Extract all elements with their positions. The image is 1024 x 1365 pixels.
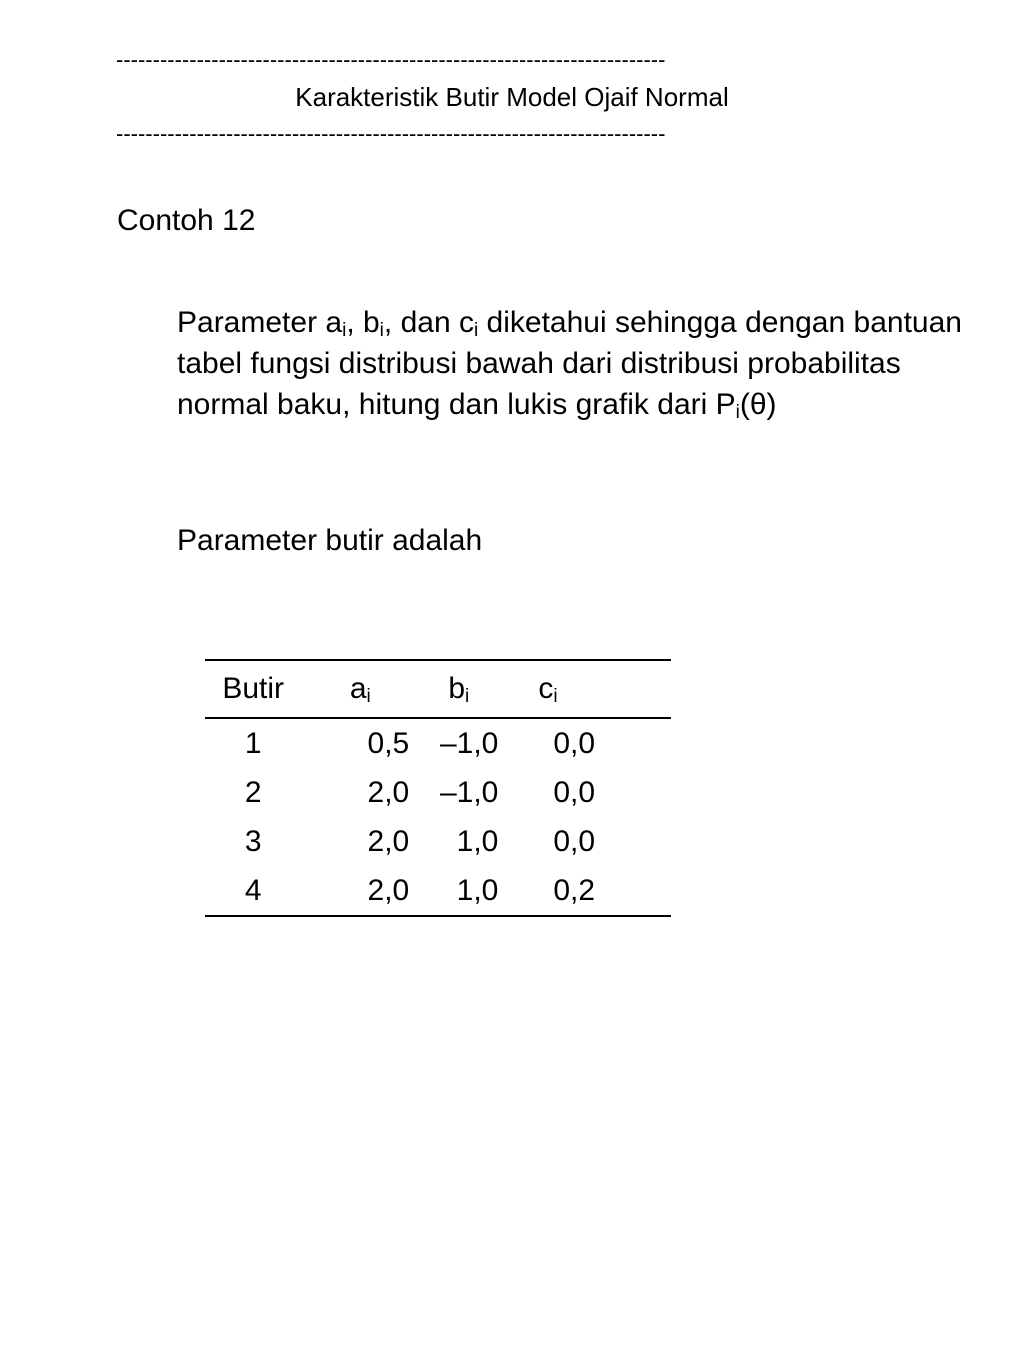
table-intro: Parameter butir adalah xyxy=(177,524,483,557)
cell-c: 0,0 xyxy=(553,726,596,760)
table-row xyxy=(205,768,671,817)
header-divider-top: --------------------------------------------------------------------------- xyxy=(116,48,666,72)
paragraph-text: (θ) xyxy=(739,388,777,421)
paragraph-text: , b xyxy=(346,306,380,339)
cell-b: 1,0 xyxy=(456,824,499,858)
subscript-i: i xyxy=(342,320,347,341)
cell-butir: 3 xyxy=(244,824,262,858)
paragraph-text: diketahui sehingga dengan bantuan tabel fungsi distribusi bawah dari distribusi probabilitas normal baku, hitung dan lukis grafik dari P xyxy=(177,306,962,421)
header-b: $b_i$ xyxy=(448,672,470,707)
header-a: $a_i$ xyxy=(349,672,371,707)
cell-b: –1,0 xyxy=(439,775,499,809)
table-header-row xyxy=(205,660,671,718)
cell-a: 2,0 xyxy=(367,775,410,809)
paragraph-text: , dan c xyxy=(383,306,474,339)
header-butir: Butir xyxy=(222,672,285,705)
cell-a: 2,0 xyxy=(367,873,410,907)
cell-butir: 2 xyxy=(244,775,262,809)
paragraph-text: Parameter a xyxy=(177,306,343,339)
cell-a: 0,5 xyxy=(367,726,410,760)
cell-c: 0,2 xyxy=(553,873,596,907)
page-header-title: Karakteristik Butir Model Ojaif Normal xyxy=(295,82,729,112)
cell-c: 0,0 xyxy=(553,775,596,809)
table-row xyxy=(205,866,671,916)
cell-a: 2,0 xyxy=(367,824,410,858)
problem-paragraph xyxy=(177,302,977,425)
cell-c: 0,0 xyxy=(553,824,596,858)
example-title: Contoh 12 xyxy=(117,204,256,237)
subscript-i: i xyxy=(473,320,479,341)
cell-b: –1,0 xyxy=(439,726,499,760)
table-row xyxy=(205,718,671,768)
cell-butir: 4 xyxy=(244,873,262,907)
cell-b: 1,0 xyxy=(456,873,499,907)
table-row xyxy=(205,817,671,866)
subscript-i: i xyxy=(735,402,740,423)
item-parameter-table xyxy=(205,659,671,917)
header-divider-bottom: --------------------------------------------------------------------------- xyxy=(116,122,666,146)
subscript-i: i xyxy=(379,320,384,341)
cell-butir: 1 xyxy=(244,726,262,760)
header-c: $c_i$ xyxy=(538,672,558,707)
